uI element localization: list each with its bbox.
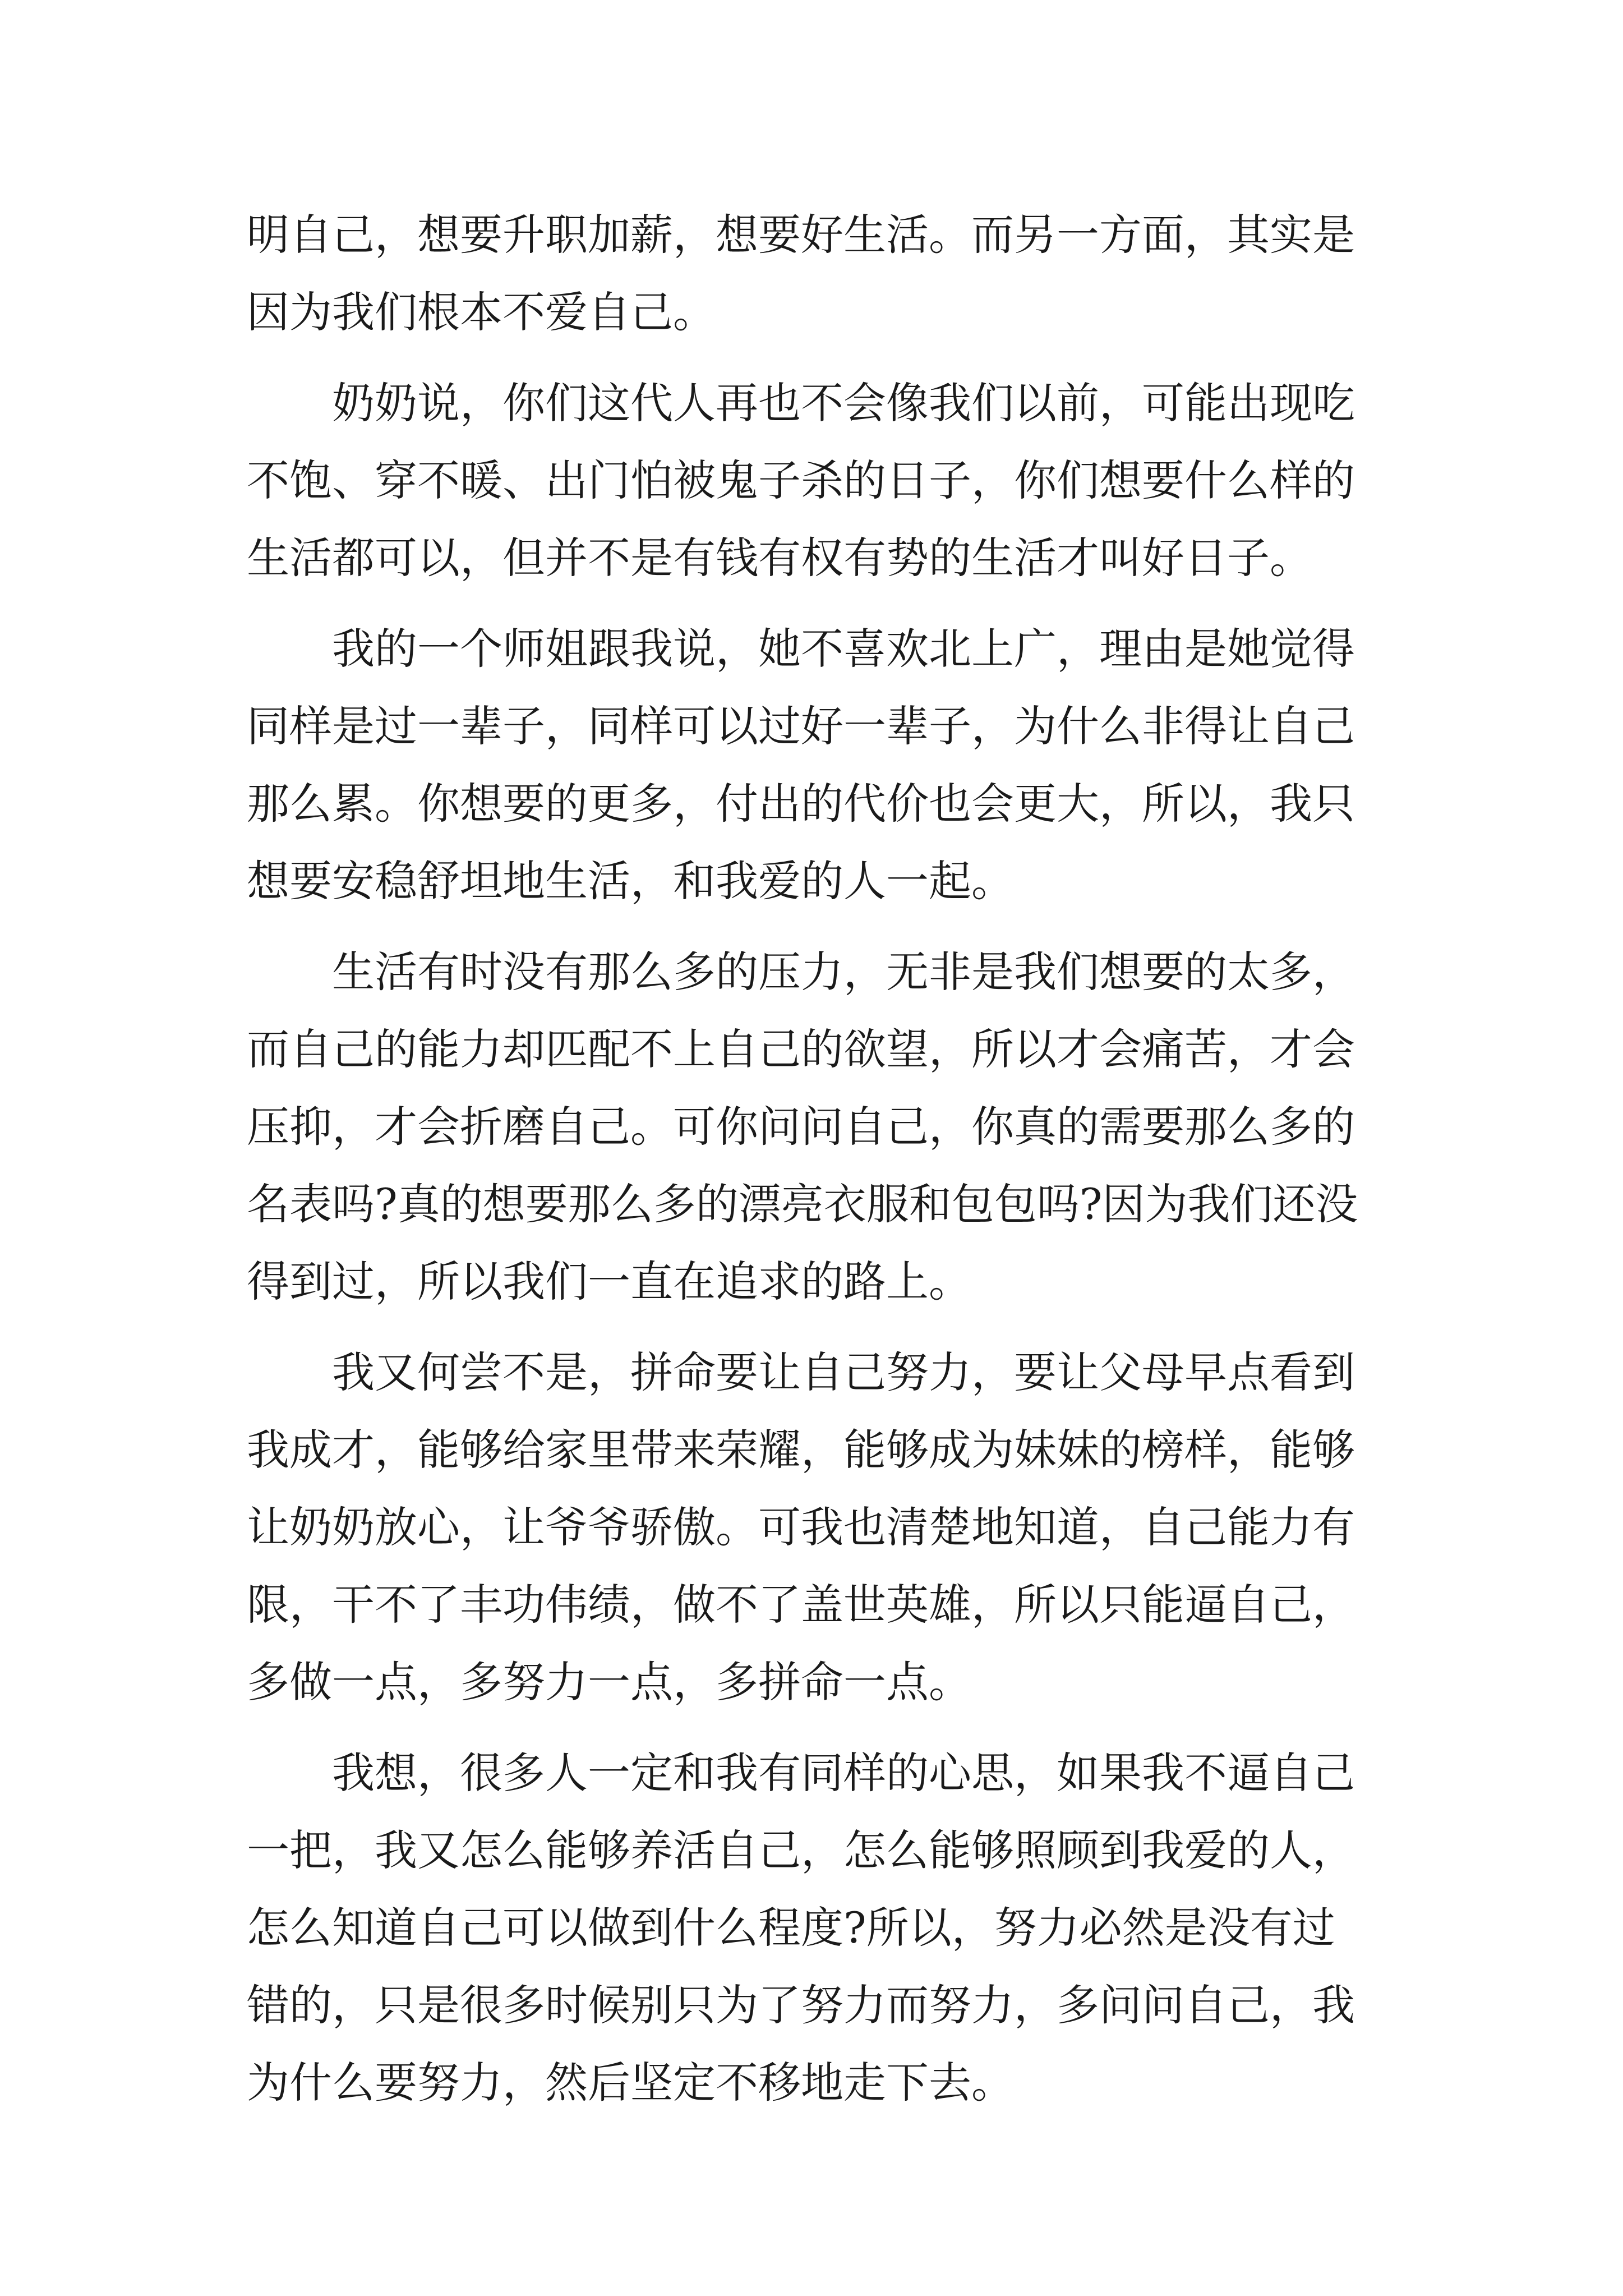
text-line: 一把，我又怎么能够养活自己，怎么能够照顾到我爱的人， (247, 1825, 1355, 1875)
text-line: 那么累。你想要的更多，付出的代价也会更大，所以，我只 (247, 779, 1355, 829)
text-line: 我想，很多人一定和我有同样的心思，如果我不逼自己 (247, 1748, 1355, 1798)
text-line: 而自己的能力却匹配不上自己的欲望，所以才会痛苦，才会 (247, 1024, 1355, 1074)
text-line: 错的，只是很多时候别只为了努力而努力，多问问自己，我 (247, 1980, 1355, 2030)
text-line: 多做一点，多努力一点，多拼命一点。 (247, 1657, 971, 1707)
text-line: 我又何尝不是，拼命要让自己努力，要让父母早点看到 (247, 1347, 1355, 1397)
text-line: 限，干不了丰功伟绩，做不了盖世英雄，所以只能逼自己， (247, 1580, 1355, 1630)
paragraph (247, 365, 1391, 597)
paragraph (247, 933, 1391, 1320)
paragraph-spacing (247, 1721, 1391, 1734)
text-line: 明自己，想要升职加薪，想要好生活。而另一方面，其实是 (247, 210, 1355, 260)
paragraph (247, 196, 1391, 351)
text-line: 生活都可以，但并不是有钱有权有势的生活才叫好日子。 (247, 533, 1312, 583)
paragraph (247, 1734, 1391, 2122)
paragraph-spacing (247, 920, 1391, 933)
text-line: 让奶奶放心，让爷爷骄傲。可我也清楚地知道，自己能力有 (247, 1502, 1355, 1552)
text-line: 名表吗?真的想要那么多的漂亮衣服和包包吗?因为我们还没 (247, 1179, 1358, 1229)
paragraph (247, 610, 1391, 920)
text-line: 怎么知道自己可以做到什么程度?所以，努力必然是没有过 (247, 1903, 1335, 1953)
text-line: 不饱、穿不暖、出门怕被鬼子杀的日子，你们想要什么样的 (247, 455, 1355, 505)
paragraph-spacing (247, 597, 1391, 610)
text-line: 奶奶说，你们这代人再也不会像我们以前，可能出现吃 (247, 378, 1355, 428)
text-line: 想要安稳舒坦地生活，和我爱的人一起。 (247, 856, 1014, 906)
text-line: 我的一个师姐跟我说，她不喜欢北上广，理由是她觉得 (247, 624, 1355, 674)
text-line: 压抑，才会折磨自己。可你问问自己，你真的需要那么多的 (247, 1102, 1355, 1152)
paragraph-spacing (247, 1320, 1391, 1334)
paragraph-spacing (247, 351, 1391, 365)
text-line: 生活有时没有那么多的压力，无非是我们想要的太多， (247, 947, 1355, 997)
document-body (247, 196, 1391, 2122)
text-line: 得到过，所以我们一直在追求的路上。 (247, 1257, 971, 1306)
text-line: 为什么要努力，然后坚定不移地走下去。 (247, 2058, 1014, 2108)
paragraph (247, 1334, 1391, 1721)
text-line: 我成才，能够给家里带来荣耀，能够成为妹妹的榜样，能够 (247, 1425, 1355, 1475)
text-line: 因为我们根本不爱自己。 (247, 287, 716, 337)
text-line: 同样是过一辈子，同样可以过好一辈子，为什么非得让自己 (247, 701, 1355, 751)
